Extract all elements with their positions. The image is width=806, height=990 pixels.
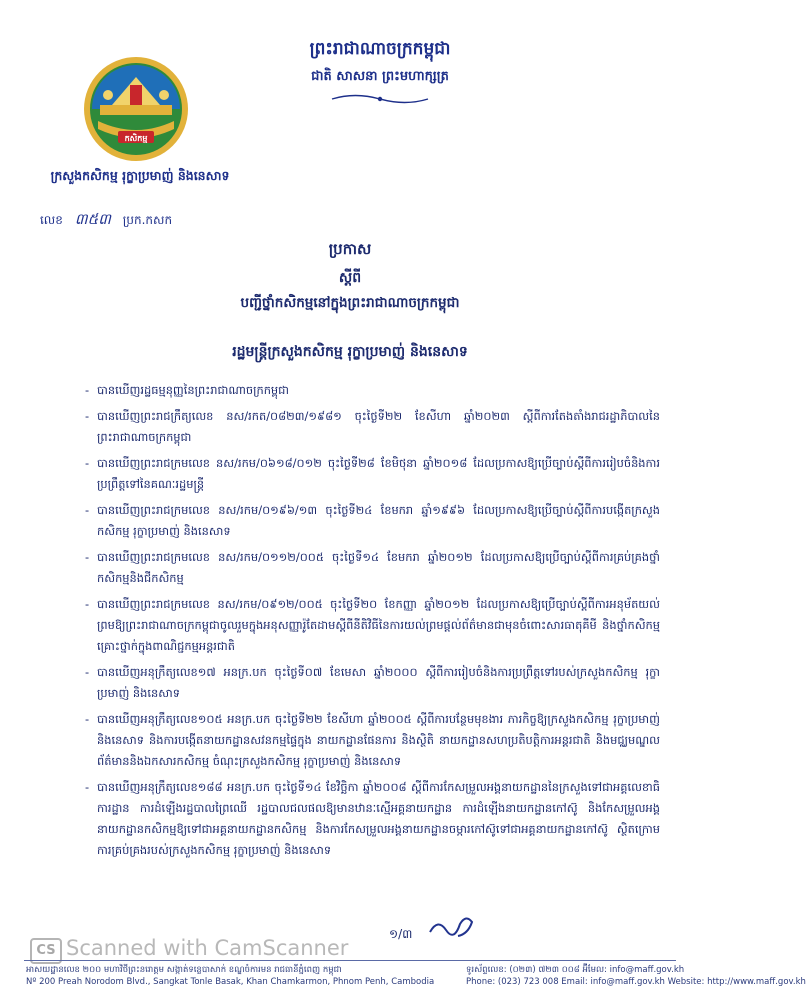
footer-contact-en: Phone: (023) 723 008 Email: info@maff.gov.kh Website: http://www.maff.gov.kh xyxy=(466,977,806,987)
list-item: - បានឃើញអនុក្រឹត្យលេខ១៧ អនក្រ.បក ចុះថ្ងៃទី០៧ ខែមេសា ឆ្នាំ២០០០ ស្ដីពីការរៀបចំនិងការប្រព្រឹត្តទៅរបស់ក្រសួងកសិកម្ម រុក្ខាប្រមាញ់ និងនេសាទ xyxy=(85,662,660,704)
list-item: - បានឃើញអនុក្រឹត្យលេខ១៨៨ អនក្រ.បក ចុះថ្ងៃទី១៤ ខែវិច្ឆិកា ឆ្នាំ២០០៨ ស្ដីពីការកែសម្រួលអង្គនាយកដ្ឋាននៃក្រសួងទៅជាអគ្គលេខាធិការដ្ឋាន ការដំឡើងរដ្ឋបាលព្រៃឈើ រដ្ឋបាលជលផលឱ្យមានឋានៈស្មើអគ្គនាយកដ្ឋាន ការដំឡើងនាយកដ្ឋានកៅស៊ូ និងកែសម្រួលអង្គនាយកដ្ឋានកសិកម្មឱ្យទៅជាអគ្គនាយកដ្ឋានកសិកម្ម និងការកែសម្រួលអង្គនាយកដ្ឋានចម្ការកៅស៊ូទៅជាអគ្គនាយកដ្ឋានកៅស៊ូ ស្ថិតក្រោមការគ្រប់គ្រងរបស់ក្រសួងកសិកម្ម រុក្ខាប្រមាញ់ និងនេសាទ xyxy=(85,777,660,861)
footer-address xyxy=(26,964,434,988)
list-item: - បានឃើញព្រះរាជក្រមលេខ នស/រកម/០៦១៨/០១២ ចុះថ្ងៃទី២៨ ខែមិថុនា ឆ្នាំ២០១៨ ដែលប្រកាសឱ្យប្រើច្បាប់ស្ដីពីការរៀបចំនិងការប្រព្រឹត្តទៅនៃគណៈរដ្ឋមន្ត្រី xyxy=(85,453,660,495)
list-item: - បានឃើញអនុក្រឹត្យលេខ១០៥ អនក្រ.បក ចុះថ្ងៃទី២២ ខែសីហា ឆ្នាំ២០០៥ ស្ដីពីការបន្ថែមមុខងារ ភារកិច្ចឱ្យក្រសួងកសិកម្ម រុក្ខាប្រមាញ់ និងនេសាទ និងការបង្កើតនាយកដ្ឋានសវនកម្មផ្ទៃក្នុង នាយកដ្ឋានផែនការ និងស្ថិតិ នាយកដ្ឋានសហប្រតិបត្តិការអន្តរជាតិ និងមជ្ឈមណ្ឌលព័ត៌មាននិងឯកសារកសិកម្ម ចំណុះក្រសួងកសិកម្ម រុក្ខាប្រមាញ់ និងនេសាទ xyxy=(85,709,660,772)
footer-contact xyxy=(466,964,806,988)
list-item: - បានឃើញរដ្ឋធម្មនុញ្ញនៃព្រះរាជាណាចក្រកម្ពុជា xyxy=(85,380,660,401)
kingdom-heading: ព្រះរាជាណាចក្រកម្ពុជា xyxy=(309,39,451,59)
signature-initials-icon xyxy=(428,910,478,940)
footer-address-km: អាសយដ្ឋានលេខ ២០០ មហាវិថីព្រះនរោត្តម សង្កាត់ទន្លេបាសាក់ ខណ្ឌចំការមន រាជធានីភ្នំពេញ កម្ពុជា xyxy=(26,965,342,975)
logo-badge-text: កសិកម្ម xyxy=(124,134,148,143)
ref-prefix: លេខ xyxy=(40,213,63,227)
about-label: ស្ដីពី xyxy=(338,270,362,286)
footer-contact-km: ទូរស័ព្ទលេខ: (០២៣) ៧២៣ ០០៨ អ៊ីមែល: info@maff.gov.kh xyxy=(466,965,685,975)
list-item: - បានឃើញព្រះរាជក្រមលេខ នស/រកម/០១១២/០០៥ ចុះថ្ងៃទី១៤ ខែមករា ឆ្នាំ២០១២ ដែលប្រកាសឱ្យប្រើច្បាប់ស្ដីពីការគ្រប់គ្រងថ្នាំកសិកម្មនិងជីកសិកម្ម xyxy=(85,547,660,589)
ministry-logo xyxy=(82,55,190,163)
reference-line xyxy=(40,210,172,232)
list-item: - បានឃើញព្រះរាជក្រមលេខ នស/រកម/០៩១២/០០៥ ចុះថ្ងៃទី២០ ខែកញ្ញា ឆ្នាំ២០១២ ដែលប្រកាសឱ្យប្រើច្បាប់ស្ដីពីការអនុម័តយល់ព្រមឱ្យព្រះរាជាណាចក្រកម្ពុជាចូលរួមក្នុងអនុសញ្ញារ៉ូតែដាមស្ដីពីនីតិវិធីនៃការយល់ព្រមផ្ដល់ព័ត៌មានជាមុនចំពោះសារធាតុគីមី និងថ្នាំកសិកម្មគ្រោះថ្នាក់ក្នុងពាណិជ្ជកម្មអន្តរជាតិ xyxy=(85,594,660,657)
issuing-authority: រដ្ឋមន្ត្រីក្រសួងកសិកម្ម រុក្ខាប្រមាញ់ និងនេសាទ xyxy=(232,344,468,360)
list-item: - បានឃើញព្រះរាជក្រឹត្យលេខ នស/រកត/០៨២៣/១៩៨១ ចុះថ្ងៃទី២២ ខែសីហា ឆ្នាំ២០២៣ ស្ដីពីការតែងតាំងរាជរដ្ឋាភិបាលនៃព្រះរាជាណាចក្រកម្ពុជា xyxy=(85,406,660,448)
document-type: ប្រកាស xyxy=(328,240,372,258)
national-motto: ជាតិ សាសនា ព្រះមហាក្សត្រ xyxy=(311,69,449,84)
ornament-divider-icon xyxy=(330,92,430,106)
list-item: - បានឃើញព្រះរាជក្រមលេខ នស/រកម/០១៩៦/១៣ ចុះថ្ងៃទី២៤ ខែមករា ឆ្នាំ១៩៩៦ ដែលប្រកាសឱ្យប្រើច្បាប់ស្ដីពីការបង្កើតក្រសួងកសិកម្ម រុក្ខាប្រមាញ់ និងនេសាទ xyxy=(85,500,660,542)
ref-number: ៣៥៣ xyxy=(74,210,111,228)
scan-watermark: Scanned with CamScanner xyxy=(66,936,349,960)
camscanner-logo-icon: CS xyxy=(30,938,62,964)
legal-basis-list xyxy=(85,380,660,866)
footer-divider xyxy=(24,960,676,961)
ref-suffix: ប្រក.កសក xyxy=(122,213,173,227)
document-subject: បញ្ជីថ្នាំកសិកម្មនៅក្នុងព្រះរាជាណាចក្រកម្ពុជា xyxy=(240,295,460,311)
footer-address-en: Nº 200 Preah Norodom Blvd., Sangkat Tonle Basak, Khan Chamkarmon, Phnom Penh, Cambodia xyxy=(26,977,435,987)
page-number: ១/៣ xyxy=(389,927,413,941)
ministry-name: ក្រសួងកសិកម្ម រុក្ខាប្រមាញ់ និងនេសាទ xyxy=(50,168,230,183)
